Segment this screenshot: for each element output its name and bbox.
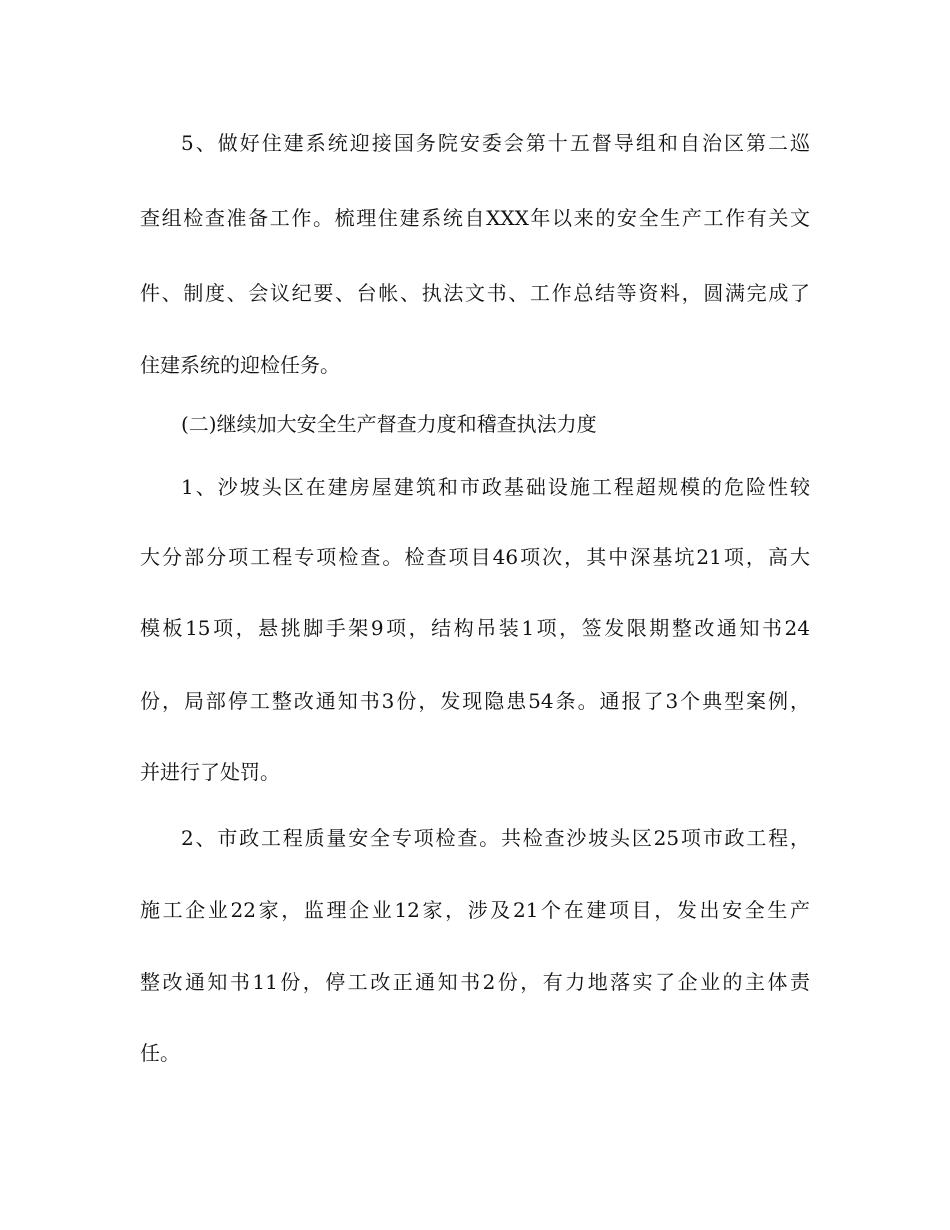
paragraph-5-line-3: 件、制度、会议纪要、台帐、执法文书、工作总结等资料，圆满完成了 — [140, 281, 810, 305]
paragraph-2-line-2: 施工企业22家，监理企业12家，涉及21个在建项目，发出安全生产 — [140, 898, 810, 922]
paragraph-5-line-4: 住建系统的迎检任务。 — [140, 353, 340, 377]
section-heading: (二)继续加大安全生产督查力度和稽查执法力度 — [181, 412, 597, 436]
paragraph-1-line-5: 并进行了处罚。 — [140, 760, 280, 784]
paragraph-5-line-2: 查组检查准备工作。梳理住建系统自XXX年以来的安全生产工作有关文 — [140, 206, 810, 230]
paragraph-2-line-1: 2、市政工程质量安全专项检查。共检查沙坡头区25项市政工程， — [181, 826, 810, 850]
paragraph-1-line-3: 模板15项，悬挑脚手架9项，结构吊装1项，签发限期整改通知书24 — [140, 616, 810, 640]
paragraph-2-line-3: 整改通知书11份，停工改正通知书2份，有力地落实了企业的主体责 — [140, 970, 810, 994]
paragraph-2-line-4: 任。 — [140, 1041, 180, 1065]
paragraph-1-line-2: 大分部分项工程专项检查。检查项目46项次，其中深基坑21项，高大 — [140, 545, 810, 569]
paragraph-5-line-1: 5、做好住建系统迎接国务院安委会第十五督导组和自治区第二巡 — [181, 131, 810, 155]
paragraph-1-line-4: 份，局部停工整改通知书3份，发现隐患54条。通报了3个典型案例， — [140, 689, 810, 713]
paragraph-1-line-1: 1、沙坡头区在建房屋建筑和市政基础设施工程超规模的危险性较 — [181, 475, 810, 499]
